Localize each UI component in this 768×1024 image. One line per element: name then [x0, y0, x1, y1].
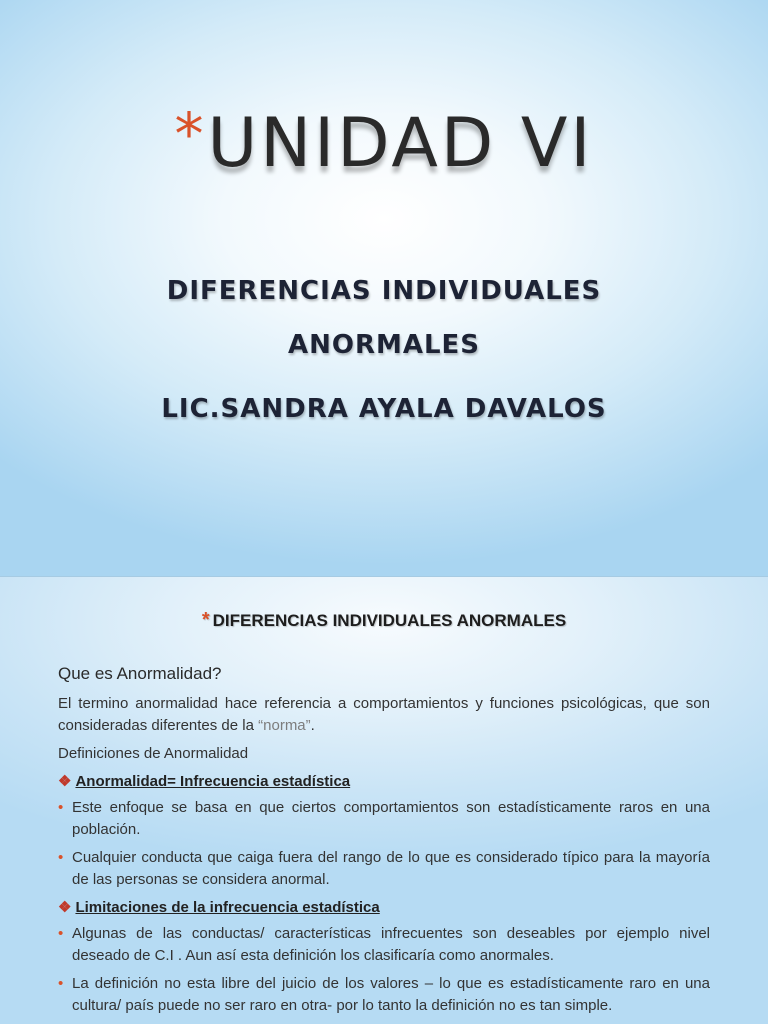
- bullet-icon: •: [58, 799, 64, 816]
- diamond-bullet-icon: ❖: [58, 899, 72, 916]
- diamond-bullet-icon: ❖: [58, 773, 72, 790]
- definition-paragraph: El termino anormalidad hace referencia a comportamientos y funciones psicológicas, que son consideradas diferentes de la “norma”.: [58, 695, 710, 734]
- definitions-label: Definiciones de Anormalidad: [58, 745, 249, 762]
- unit-title: UNIDAD VI: [207, 104, 594, 183]
- asterisk-icon: *: [201, 609, 210, 631]
- list-item: • La definición no esta libre del juicio de los valores – lo que es estadísticamente raro en una cultura/ país puede no ser raro en otra- por lo tanto la definición no es tan simple.: [58, 975, 710, 1014]
- slide-title: [0, 100, 768, 183]
- bullet-icon: •: [58, 975, 64, 992]
- author-name: LIC.SANDRA AYALA DAVALOS: [161, 394, 607, 424]
- slide-heading: [0, 609, 768, 632]
- norma-quote: “norma”: [258, 717, 311, 734]
- slide-body: [58, 663, 710, 1023]
- section-heading-1: ❖ Anormalidad= Infrecuencia estadística: [58, 771, 710, 793]
- subtitle-line-1: DIFERENCIAS INDIVIDUALES: [166, 276, 602, 306]
- bullet-icon: •: [58, 849, 64, 866]
- question-heading: Que es Anormalidad?: [58, 664, 222, 683]
- asterisk-icon: *: [174, 100, 204, 168]
- bullet-icon: •: [58, 925, 64, 942]
- subtitle-line-2: ANORMALES: [287, 330, 481, 360]
- list-item: • Este enfoque se basa en que ciertos comportamientos son estadísticamente raros en una población.: [58, 799, 710, 838]
- section-heading-2: ❖ Limitaciones de la infrecuencia estadística: [58, 897, 710, 919]
- list-item: • Cualquier conducta que caiga fuera del rango de lo que es considerado típico para la mayoría de las personas se considera anormal.: [58, 849, 710, 888]
- slide-heading-text: DIFERENCIAS INDIVIDUALES ANORMALES: [212, 611, 567, 630]
- list-item: • Algunas de las conductas/ características infrecuentes son deseables por ejemplo nivel deseado de C.I . Aun así esta definición los clasificaría como anormales.: [58, 925, 710, 964]
- content-slide: [0, 577, 768, 1024]
